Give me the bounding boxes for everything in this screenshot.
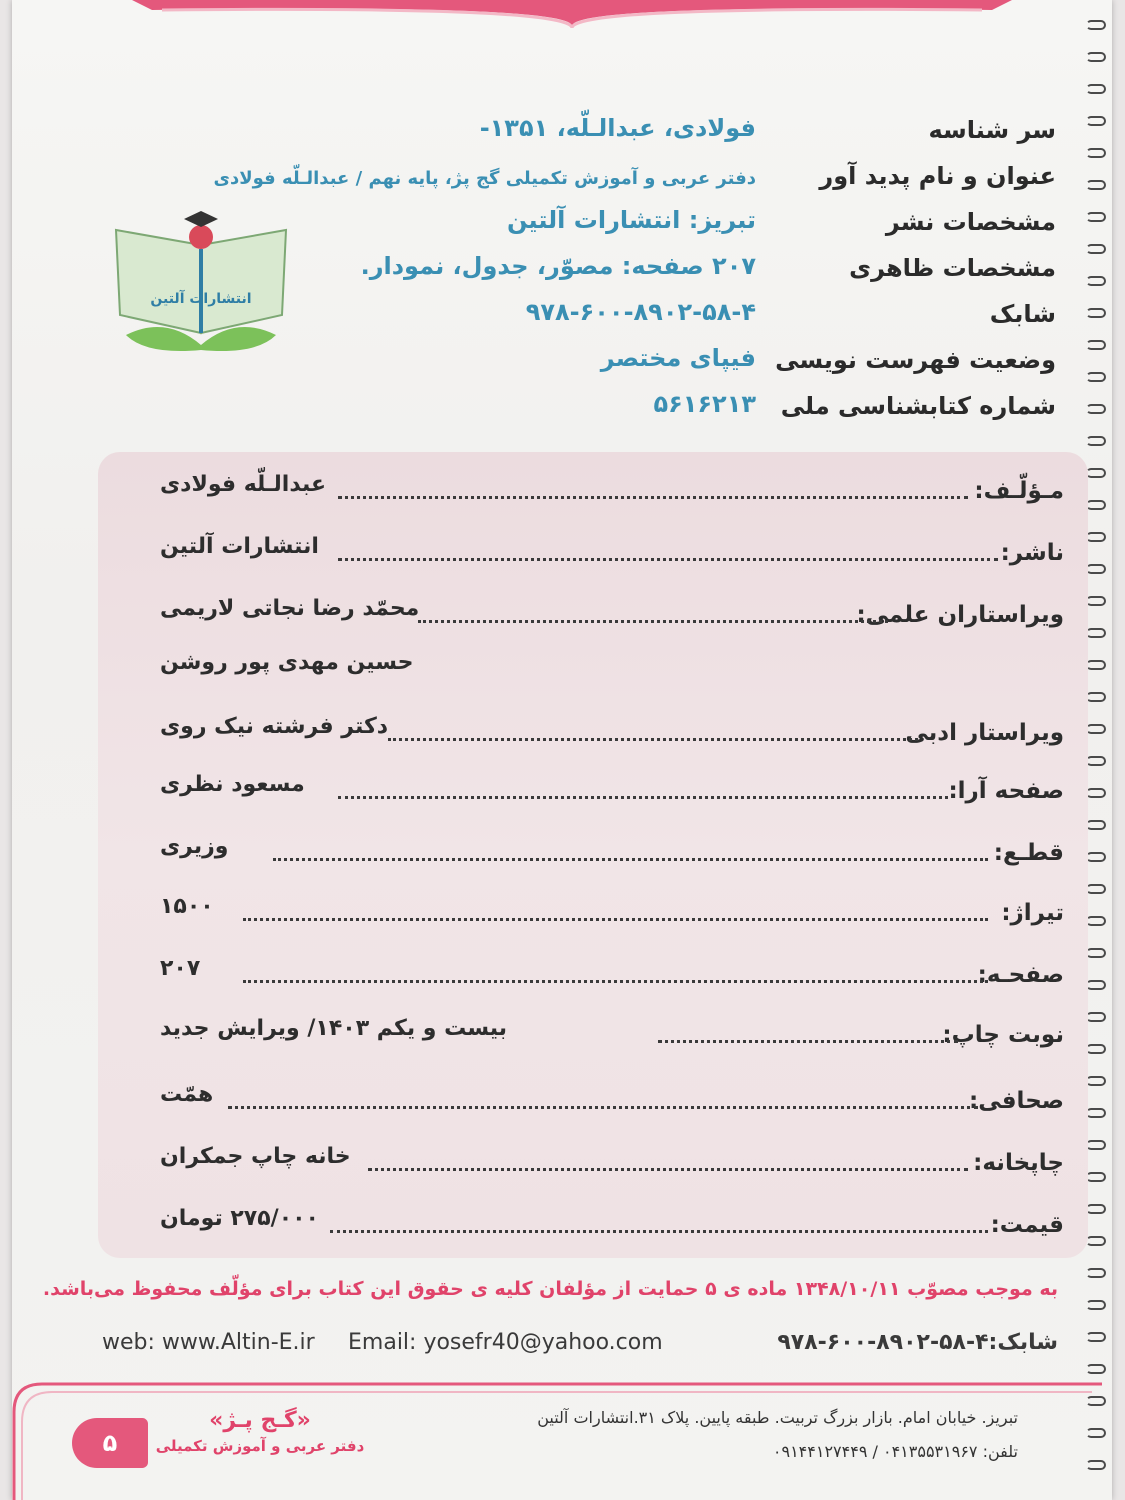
info-label: مـؤلّـف: (974, 478, 1064, 504)
isbn-line: شابک:۴-۵۸-۸۹۰۲-۶۰۰-۹۷۸ (777, 1330, 1058, 1355)
catalog-label: شماره کتابشناسی ملی (780, 392, 1056, 420)
dotted-leader (243, 980, 988, 983)
catalog-value: دفتر عربی و آموزش تکمیلی گج پژ، پایه نهم / عبدالـلّه فولادی (213, 168, 756, 189)
info-value: همّت (160, 1082, 214, 1107)
document-page (12, 0, 1112, 1500)
dotted-leader (273, 858, 988, 861)
info-row-literary-editor (98, 702, 1088, 760)
dotted-leader (418, 620, 888, 623)
copyright-notice: به موجب مصوّب ۱۳۴۸/۱۰/۱۱ ماده ی ۵ حمایت از مؤلفان کلیه ی حقوق این کتاب برای مؤلّف محفوظ می‌باشد. (42, 1278, 1058, 1300)
info-row-print-run (98, 882, 1088, 940)
info-row-price (98, 1194, 1088, 1252)
catalog-row-title (76, 158, 1056, 204)
info-label: صحافی: (969, 1088, 1064, 1114)
info-value: ۲۷۵/۰۰۰ تومان (160, 1206, 319, 1231)
series-subtitle: دفتر عربی و آموزش تکمیلی (155, 1437, 365, 1455)
info-label: قیمت: (990, 1212, 1064, 1238)
catalog-value: ۲۰۷ صفحه: مصوّر، جدول، نمودار. (360, 252, 756, 280)
website-link[interactable]: web: www.Altin-E.ir (102, 1330, 315, 1355)
top-ornament (12, 0, 1112, 30)
info-label: تیراژ: (1001, 900, 1064, 926)
info-value: محمّد رضا نجاتی لاریمی (160, 596, 420, 621)
info-row-pages (98, 944, 1088, 1002)
info-label: نوبت چاپ: (942, 1022, 1064, 1048)
info-row-size (98, 822, 1088, 880)
info-value: عبدالـلّه فولادی (160, 472, 327, 497)
dotted-leader (243, 918, 988, 921)
series-title: «گـج پـژ» (209, 1408, 311, 1433)
catalog-value: فیپای مختصر (600, 344, 756, 372)
catalog-value: ۵۶۱۶۲۱۳ (653, 390, 756, 418)
info-value: ۲۰۷ (160, 956, 201, 981)
info-value: ۱۵۰۰ (160, 894, 214, 919)
info-row-science-editor-2 (98, 638, 1088, 696)
dotted-leader (658, 1040, 958, 1043)
series-brand (150, 1408, 370, 1455)
info-label: صفحه آرا: (948, 778, 1064, 804)
catalog-label: عنوان و نام پدید آور (819, 162, 1056, 190)
info-label: قطـع: (993, 840, 1064, 866)
catalog-value: ۹۷۸-۶۰۰-۸۹۰۲-۵۸-۴ (525, 298, 756, 326)
info-row-layout (98, 760, 1088, 818)
dotted-leader (388, 738, 918, 741)
info-label: ویراستاران علمی: (856, 602, 1064, 628)
info-value: وزیری (160, 834, 229, 859)
catalog-label: سر شناسه (928, 116, 1056, 144)
catalog-value: فولادی، عبدالـلّه، ۱۳۵۱- (479, 114, 756, 142)
info-label: چاپخانه: (973, 1150, 1064, 1176)
info-label: صفحـه: (977, 962, 1064, 988)
catalog-value: تبریز: انتشارات آلتین (506, 206, 756, 234)
publisher-phone: تلفن: ۰۴۱۳۵۵۳۱۹۶۷ / ۰۹۱۴۴۱۲۷۴۴۹ (772, 1442, 1018, 1461)
info-label: ویراستار ادبی (905, 720, 1064, 746)
catalog-label: وضعیت فهرست نویسی (775, 346, 1056, 374)
info-row-author (98, 460, 1088, 518)
info-value: حسین مهدی پور روشن (160, 650, 414, 675)
info-value: دکتر فرشته نیک روی (160, 714, 389, 739)
catalog-label: مشخصات ظاهری (849, 254, 1056, 282)
info-row-printing-house (98, 1132, 1088, 1190)
dotted-leader (368, 1168, 968, 1171)
email-link[interactable]: Email: yosefr40@yahoo.com (348, 1330, 663, 1355)
publisher-logo (106, 205, 296, 355)
dotted-leader (228, 1106, 978, 1109)
info-value: بیست و یکم ۱۴۰۳/ ویرایش جدید (160, 1016, 508, 1041)
catalog-row-heading (76, 112, 1056, 158)
info-panel (98, 452, 1088, 1258)
info-row-edition (98, 1004, 1088, 1062)
dotted-leader (330, 1230, 988, 1233)
info-row-science-editors (98, 584, 1088, 642)
logo-text: انتشارات آلتین (150, 291, 252, 307)
info-value: مسعود نظری (160, 772, 305, 797)
info-row-publisher (98, 522, 1088, 580)
catalog-label: شابک (989, 300, 1056, 328)
dotted-leader (338, 558, 998, 561)
info-value: انتشارات آلتین (160, 534, 319, 559)
catalog-label: مشخصات نشر (885, 208, 1056, 236)
dotted-leader (338, 496, 968, 499)
page-number: ۵ (72, 1418, 148, 1468)
info-row-binding (98, 1070, 1088, 1128)
info-label: ناشر: (1000, 540, 1064, 566)
dotted-leader (338, 796, 948, 799)
catalog-row-national-number (76, 388, 1056, 434)
publisher-address: تبریز. خیابان امام. بازار بزرگ تربیت. طبقه پایین. پلاک ۳۱.انتشارات آلتین (537, 1408, 1018, 1427)
info-value: خانه چاپ جمکران (160, 1144, 351, 1169)
